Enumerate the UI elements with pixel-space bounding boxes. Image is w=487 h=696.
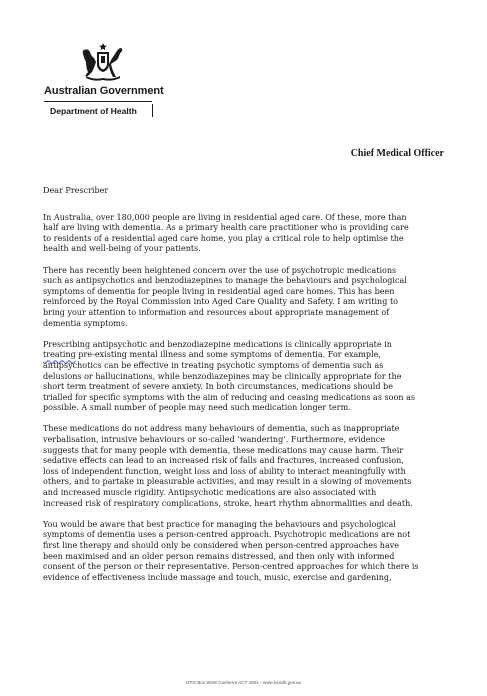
paragraph-3 — [43, 340, 448, 414]
coat-of-arms-icon — [78, 42, 128, 82]
text-line: others, and to partake in pleasurable activities, and may result in a slowing of movements — [43, 477, 412, 487]
department-name: Department of Health — [50, 106, 137, 116]
paragraph-5 — [43, 520, 448, 584]
text-line: such as antipsychotics and benzodiazepines to manage the behaviours and psychological — [43, 276, 407, 286]
text-line: consent of the person or their representative. Person-centred approaches for which there is — [43, 562, 419, 572]
paragraph-2 — [43, 266, 448, 330]
text-line: been maximised and an older person remains distressed, and then only with informed — [43, 551, 395, 561]
page-footer: GPO Box 9848 Canberra ACT 2601 - www.health.gov.au — [185, 680, 302, 685]
text-line: delusions or hallucinations, while benzodiazepines may be clinically appropriate for the — [43, 371, 402, 381]
text-line: possible. A small number of people may need such medication longer term. — [43, 403, 351, 413]
text-line: evidence of effectiveness include massage and touch, music, exercise and gardening, — [43, 572, 392, 582]
letter-body — [43, 186, 448, 594]
text-line — [43, 350, 448, 361]
text-line: There has recently been heightened concern over the use of psychotropic medications — [43, 265, 397, 275]
officer-title: Chief Medical Officer — [350, 148, 444, 159]
text-line: and increased muscle rigidity. Antipsychotic medications are also associated with — [43, 488, 377, 498]
text-line: health and well-being of your patients. — [43, 244, 201, 254]
text-line: antipsychotics can be effective in treating psychotic symptoms of dementia such as — [43, 360, 384, 370]
letterhead-vertical-rule — [152, 104, 153, 117]
text-line: reinforced by the Royal Commission into Aged Care Quality and Safety. I am writing to — [43, 297, 399, 307]
spellcheck-flagged-word[interactable]: treating — [43, 350, 76, 360]
text-line: trialled for specific symptoms with the aim of reducing and ceasing medications as soon as — [43, 392, 415, 402]
text-line: You would be aware that best practice for managing the behaviours and psychological — [43, 519, 396, 529]
text-line-rest: pre-existing mental illness and some symptoms of dementia. For example, — [75, 350, 381, 360]
text-line: half are living with dementia. As a primary health care practitioner who is providing care — [43, 223, 409, 233]
text-line: These medications do not address many behaviours of dementia, such as inappropriate — [43, 424, 400, 434]
salutation: Dear Prescriber — [43, 186, 109, 195]
letterhead-divider — [44, 101, 152, 102]
text-line: sedative effects can lead to an increased risk of falls and fractures, increased confusion, — [43, 456, 404, 466]
text-line: suggests that for many people with dementia, these medications may cause harm. Their — [43, 445, 404, 455]
text-line: short term treatment of severe anxiety. In both circumstances, medications should be — [43, 382, 393, 392]
text-line: loss of independent function, weight loss and loss of ability to interact meaningfully with — [43, 466, 406, 476]
paragraph-4 — [43, 424, 448, 509]
text-line: symptoms of dementia for people living in residential aged care homes. This has been — [43, 286, 395, 296]
paragraph-1 — [43, 213, 448, 255]
text-line: increased risk of respiratory complications, stroke, heart rhythm abnormalities and death. — [43, 498, 413, 508]
text-line: to residents of a residential aged care home, you play a critical role to help optimise the — [43, 233, 404, 243]
text-line: dementia symptoms. — [43, 318, 128, 328]
text-line: In Australia, over 180,000 people are living in residential aged care. Of these, more than — [43, 212, 407, 222]
text-line: symptoms of dementia uses a person-centred approach. Psychotropic medications are not — [43, 530, 411, 540]
text-line: Prescribing antipsychotic and benzodiazepine medications is clinically appropriate in — [43, 339, 392, 349]
text-line: bring your attention to information and resources about appropriate management of — [43, 307, 390, 317]
government-name: Australian Government — [44, 85, 164, 97]
text-line: verbalisation, intrusive behaviours or so-called ‘wandering’. Furthermore, evidence — [43, 435, 386, 445]
text-line: first line therapy and should only be considered when person-centred approaches have — [43, 541, 400, 550]
